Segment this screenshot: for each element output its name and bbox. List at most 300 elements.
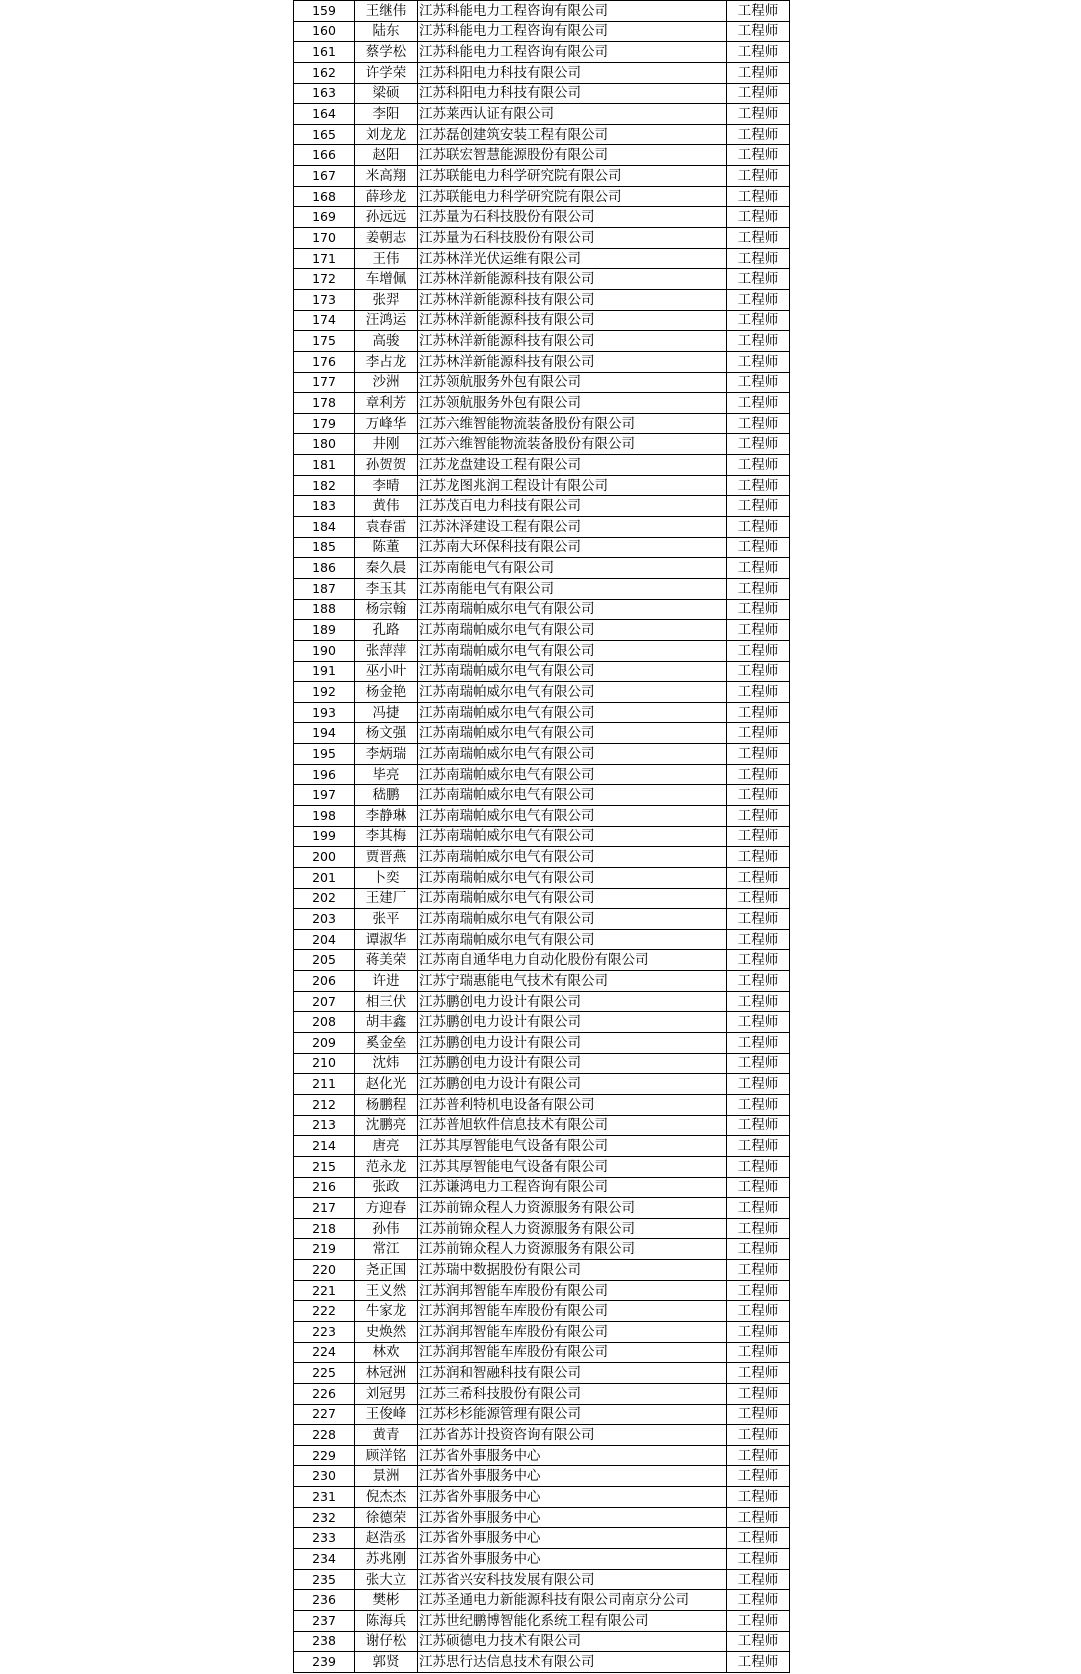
name-cell: 张大立 <box>355 1569 418 1590</box>
title-cell: 工程师 <box>727 517 790 538</box>
row-number-cell: 229 <box>294 1445 355 1466</box>
name-cell: 沈鹏亮 <box>355 1115 418 1136</box>
title-cell: 工程师 <box>727 1156 790 1177</box>
organization-cell: 江苏科阳电力科技有限公司 <box>418 62 727 83</box>
name-cell: 李炳瑞 <box>355 744 418 765</box>
row-number-cell: 213 <box>294 1115 355 1136</box>
title-cell: 工程师 <box>727 640 790 661</box>
row-number-cell: 235 <box>294 1569 355 1590</box>
title-cell: 工程师 <box>727 228 790 249</box>
organization-cell: 江苏南瑞帕威尔电气有限公司 <box>418 764 727 785</box>
organization-cell: 江苏润邦智能车库股份有限公司 <box>418 1301 727 1322</box>
organization-cell: 江苏南能电气有限公司 <box>418 558 727 579</box>
title-cell: 工程师 <box>727 1487 790 1508</box>
row-number-cell: 230 <box>294 1466 355 1487</box>
row-number-cell: 208 <box>294 1012 355 1033</box>
table-row <box>294 785 790 806</box>
title-cell: 工程师 <box>727 1239 790 1260</box>
table-row <box>294 1322 790 1343</box>
row-number-cell: 166 <box>294 145 355 166</box>
title-cell: 工程师 <box>727 1363 790 1384</box>
title-cell: 工程师 <box>727 166 790 187</box>
table-row <box>294 496 790 517</box>
table-row <box>294 991 790 1012</box>
organization-cell: 江苏科能电力工程咨询有限公司 <box>418 1 727 22</box>
table-row <box>294 145 790 166</box>
title-cell: 工程师 <box>727 310 790 331</box>
title-cell: 工程师 <box>727 991 790 1012</box>
title-cell: 工程师 <box>727 702 790 723</box>
table-row <box>294 1218 790 1239</box>
name-cell: 景洲 <box>355 1466 418 1487</box>
title-cell: 工程师 <box>727 1322 790 1343</box>
title-cell: 工程师 <box>727 104 790 125</box>
name-cell: 尧正国 <box>355 1260 418 1281</box>
organization-cell: 江苏林洋新能源科技有限公司 <box>418 331 727 352</box>
title-cell: 工程师 <box>727 826 790 847</box>
name-cell: 杨金艳 <box>355 682 418 703</box>
organization-cell: 江苏南瑞帕威尔电气有限公司 <box>418 640 727 661</box>
name-cell: 倪杰杰 <box>355 1487 418 1508</box>
table-row <box>294 1301 790 1322</box>
title-cell: 工程师 <box>727 1610 790 1631</box>
title-cell: 工程师 <box>727 1301 790 1322</box>
table-row <box>294 558 790 579</box>
table-row <box>294 950 790 971</box>
organization-cell: 江苏润邦智能车库股份有限公司 <box>418 1322 727 1343</box>
organization-cell: 江苏林洋新能源科技有限公司 <box>418 351 727 372</box>
title-cell: 工程师 <box>727 21 790 42</box>
table-row <box>294 1528 790 1549</box>
table-row <box>294 640 790 661</box>
organization-cell: 江苏南瑞帕威尔电气有限公司 <box>418 661 727 682</box>
title-cell: 工程师 <box>727 413 790 434</box>
name-cell: 郭贤 <box>355 1652 418 1673</box>
title-cell: 工程师 <box>727 496 790 517</box>
table-row <box>294 124 790 145</box>
title-cell: 工程师 <box>727 1383 790 1404</box>
row-number-cell: 172 <box>294 269 355 290</box>
row-number-cell: 189 <box>294 620 355 641</box>
organization-cell: 江苏南瑞帕威尔电气有限公司 <box>418 723 727 744</box>
name-cell: 章利芳 <box>355 393 418 414</box>
row-number-cell: 201 <box>294 867 355 888</box>
name-cell: 冯捷 <box>355 702 418 723</box>
row-number-cell: 199 <box>294 826 355 847</box>
title-cell: 工程师 <box>727 1 790 22</box>
organization-cell: 江苏南瑞帕威尔电气有限公司 <box>418 826 727 847</box>
title-cell: 工程师 <box>727 351 790 372</box>
row-number-cell: 221 <box>294 1280 355 1301</box>
table-row <box>294 1198 790 1219</box>
organization-cell: 江苏联能电力科学研究院有限公司 <box>418 186 727 207</box>
name-cell: 杨文强 <box>355 723 418 744</box>
name-cell: 王伟 <box>355 248 418 269</box>
organization-cell: 江苏普旭软件信息技术有限公司 <box>418 1115 727 1136</box>
row-number-cell: 228 <box>294 1425 355 1446</box>
organization-cell: 江苏思行达信息技术有限公司 <box>418 1652 727 1673</box>
row-number-cell: 176 <box>294 351 355 372</box>
row-number-cell: 163 <box>294 83 355 104</box>
title-cell: 工程师 <box>727 83 790 104</box>
row-number-cell: 214 <box>294 1136 355 1157</box>
name-cell: 陆东 <box>355 21 418 42</box>
row-number-cell: 186 <box>294 558 355 579</box>
row-number-cell: 207 <box>294 991 355 1012</box>
table-row <box>294 661 790 682</box>
row-number-cell: 183 <box>294 496 355 517</box>
name-cell: 李占龙 <box>355 351 418 372</box>
row-number-cell: 226 <box>294 1383 355 1404</box>
name-cell: 王义然 <box>355 1280 418 1301</box>
title-cell: 工程师 <box>727 1198 790 1219</box>
organization-cell: 江苏圣通电力新能源科技有限公司南京分公司 <box>418 1590 727 1611</box>
organization-cell: 江苏前锦众程人力资源服务有限公司 <box>418 1239 727 1260</box>
title-cell: 工程师 <box>727 455 790 476</box>
title-cell: 工程师 <box>727 909 790 930</box>
table-row <box>294 269 790 290</box>
table-row <box>294 1 790 22</box>
name-cell: 林冠洲 <box>355 1363 418 1384</box>
row-number-cell: 160 <box>294 21 355 42</box>
row-number-cell: 236 <box>294 1590 355 1611</box>
table-row <box>294 867 790 888</box>
table-row <box>294 929 790 950</box>
row-number-cell: 225 <box>294 1363 355 1384</box>
name-cell: 顾洋铭 <box>355 1445 418 1466</box>
organization-cell: 江苏鹏创电力设计有限公司 <box>418 1074 727 1095</box>
table-row <box>294 1569 790 1590</box>
organization-cell: 江苏其厚智能电气设备有限公司 <box>418 1156 727 1177</box>
title-cell: 工程师 <box>727 1074 790 1095</box>
row-number-cell: 239 <box>294 1652 355 1673</box>
table-row <box>294 1425 790 1446</box>
title-cell: 工程师 <box>727 929 790 950</box>
table-row <box>294 1487 790 1508</box>
table-row <box>294 413 790 434</box>
table-row <box>294 1363 790 1384</box>
table-row <box>294 289 790 310</box>
title-cell: 工程师 <box>727 682 790 703</box>
title-cell: 工程师 <box>727 1136 790 1157</box>
row-number-cell: 215 <box>294 1156 355 1177</box>
name-cell: 杨鹏程 <box>355 1094 418 1115</box>
organization-cell: 江苏南自通华电力自动化股份有限公司 <box>418 950 727 971</box>
table-row <box>294 351 790 372</box>
name-cell: 陈海兵 <box>355 1610 418 1631</box>
organization-cell: 江苏南能电气有限公司 <box>418 578 727 599</box>
table-row <box>294 393 790 414</box>
name-cell: 陈董 <box>355 537 418 558</box>
name-cell: 嵇鹏 <box>355 785 418 806</box>
title-cell: 工程师 <box>727 434 790 455</box>
table-row <box>294 1445 790 1466</box>
organization-cell: 江苏量为石科技股份有限公司 <box>418 228 727 249</box>
title-cell: 工程师 <box>727 1260 790 1281</box>
title-cell: 工程师 <box>727 186 790 207</box>
table-row <box>294 21 790 42</box>
row-number-cell: 205 <box>294 950 355 971</box>
row-number-cell: 184 <box>294 517 355 538</box>
title-cell: 工程师 <box>727 62 790 83</box>
title-cell: 工程师 <box>727 744 790 765</box>
table-row <box>294 1610 790 1631</box>
title-cell: 工程师 <box>727 1507 790 1528</box>
table-row <box>294 228 790 249</box>
table-row <box>294 1033 790 1054</box>
organization-cell: 江苏省外事服务中心 <box>418 1549 727 1570</box>
table-row <box>294 104 790 125</box>
title-cell: 工程师 <box>727 661 790 682</box>
table-row <box>294 1342 790 1363</box>
organization-cell: 江苏茂百电力科技有限公司 <box>418 496 727 517</box>
name-cell: 蒋美荣 <box>355 950 418 971</box>
name-cell: 高骏 <box>355 331 418 352</box>
name-cell: 黄伟 <box>355 496 418 517</box>
row-number-cell: 202 <box>294 888 355 909</box>
table-row <box>294 1383 790 1404</box>
table-row <box>294 372 790 393</box>
table-row <box>294 186 790 207</box>
title-cell: 工程师 <box>727 1466 790 1487</box>
table-row <box>294 847 790 868</box>
organization-cell: 江苏宁瑞惠能电气技术有限公司 <box>418 971 727 992</box>
row-number-cell: 161 <box>294 42 355 63</box>
organization-cell: 江苏南瑞帕威尔电气有限公司 <box>418 744 727 765</box>
roster-table <box>293 0 790 1673</box>
organization-cell: 江苏龙图兆润工程设计有限公司 <box>418 475 727 496</box>
row-number-cell: 159 <box>294 1 355 22</box>
name-cell: 史焕然 <box>355 1322 418 1343</box>
organization-cell: 江苏润邦智能车库股份有限公司 <box>418 1342 727 1363</box>
table-row <box>294 331 790 352</box>
organization-cell: 江苏六维智能物流装备股份有限公司 <box>418 434 727 455</box>
organization-cell: 江苏六维智能物流装备股份有限公司 <box>418 413 727 434</box>
title-cell: 工程师 <box>727 248 790 269</box>
title-cell: 工程师 <box>727 1094 790 1115</box>
title-cell: 工程师 <box>727 558 790 579</box>
table-row <box>294 310 790 331</box>
organization-cell: 江苏省苏计投资咨询有限公司 <box>418 1425 727 1446</box>
name-cell: 张羿 <box>355 289 418 310</box>
table-row <box>294 744 790 765</box>
name-cell: 唐亮 <box>355 1136 418 1157</box>
table-row <box>294 1115 790 1136</box>
row-number-cell: 182 <box>294 475 355 496</box>
row-number-cell: 179 <box>294 413 355 434</box>
title-cell: 工程师 <box>727 867 790 888</box>
table-row <box>294 1156 790 1177</box>
row-number-cell: 174 <box>294 310 355 331</box>
title-cell: 工程师 <box>727 1280 790 1301</box>
organization-cell: 江苏量为石科技股份有限公司 <box>418 207 727 228</box>
table-row <box>294 1631 790 1652</box>
table-row <box>294 909 790 930</box>
name-cell: 汪鸿运 <box>355 310 418 331</box>
table-row <box>294 805 790 826</box>
name-cell: 孔路 <box>355 620 418 641</box>
name-cell: 张萍萍 <box>355 640 418 661</box>
organization-cell: 江苏省外事服务中心 <box>418 1466 727 1487</box>
organization-cell: 江苏南瑞帕威尔电气有限公司 <box>418 805 727 826</box>
organization-cell: 江苏鹏创电力设计有限公司 <box>418 1053 727 1074</box>
name-cell: 沈炜 <box>355 1053 418 1074</box>
name-cell: 巫小叶 <box>355 661 418 682</box>
title-cell: 工程师 <box>727 971 790 992</box>
row-number-cell: 162 <box>294 62 355 83</box>
table-row <box>294 682 790 703</box>
row-number-cell: 227 <box>294 1404 355 1425</box>
roster-body <box>294 1 790 1673</box>
organization-cell: 江苏南瑞帕威尔电气有限公司 <box>418 620 727 641</box>
row-number-cell: 177 <box>294 372 355 393</box>
organization-cell: 江苏南瑞帕威尔电气有限公司 <box>418 599 727 620</box>
row-number-cell: 206 <box>294 971 355 992</box>
table-row <box>294 248 790 269</box>
organization-cell: 江苏南瑞帕威尔电气有限公司 <box>418 785 727 806</box>
organization-cell: 江苏省外事服务中心 <box>418 1528 727 1549</box>
organization-cell: 江苏省外事服务中心 <box>418 1507 727 1528</box>
organization-cell: 江苏南大环保科技有限公司 <box>418 537 727 558</box>
table-row <box>294 475 790 496</box>
table-row <box>294 62 790 83</box>
organization-cell: 江苏林洋新能源科技有限公司 <box>418 269 727 290</box>
table-row <box>294 455 790 476</box>
table-row <box>294 42 790 63</box>
row-number-cell: 203 <box>294 909 355 930</box>
organization-cell: 江苏谦鸿电力工程咨询有限公司 <box>418 1177 727 1198</box>
title-cell: 工程师 <box>727 42 790 63</box>
organization-cell: 江苏南瑞帕威尔电气有限公司 <box>418 888 727 909</box>
table-row <box>294 599 790 620</box>
row-number-cell: 224 <box>294 1342 355 1363</box>
row-number-cell: 212 <box>294 1094 355 1115</box>
organization-cell: 江苏南瑞帕威尔电气有限公司 <box>418 929 727 950</box>
title-cell: 工程师 <box>727 847 790 868</box>
row-number-cell: 209 <box>294 1033 355 1054</box>
row-number-cell: 194 <box>294 723 355 744</box>
row-number-cell: 173 <box>294 289 355 310</box>
row-number-cell: 187 <box>294 578 355 599</box>
organization-cell: 江苏联能电力科学研究院有限公司 <box>418 166 727 187</box>
organization-cell: 江苏联宏智慧能源股份有限公司 <box>418 145 727 166</box>
title-cell: 工程师 <box>727 372 790 393</box>
title-cell: 工程师 <box>727 1549 790 1570</box>
row-number-cell: 204 <box>294 929 355 950</box>
title-cell: 工程师 <box>727 1590 790 1611</box>
row-number-cell: 211 <box>294 1074 355 1095</box>
organization-cell: 江苏南瑞帕威尔电气有限公司 <box>418 702 727 723</box>
table-row <box>294 1507 790 1528</box>
row-number-cell: 168 <box>294 186 355 207</box>
table-row <box>294 971 790 992</box>
title-cell: 工程师 <box>727 1569 790 1590</box>
title-cell: 工程师 <box>727 888 790 909</box>
name-cell: 李阳 <box>355 104 418 125</box>
name-cell: 相三伏 <box>355 991 418 1012</box>
row-number-cell: 232 <box>294 1507 355 1528</box>
name-cell: 万峰华 <box>355 413 418 434</box>
name-cell: 常江 <box>355 1239 418 1260</box>
organization-cell: 江苏瑞中数据股份有限公司 <box>418 1260 727 1281</box>
table-row <box>294 434 790 455</box>
row-number-cell: 188 <box>294 599 355 620</box>
name-cell: 张政 <box>355 1177 418 1198</box>
organization-cell: 江苏世纪鹏博智能化系统工程有限公司 <box>418 1610 727 1631</box>
row-number-cell: 181 <box>294 455 355 476</box>
row-number-cell: 167 <box>294 166 355 187</box>
name-cell: 井刚 <box>355 434 418 455</box>
organization-cell: 江苏磊创建筑安装工程有限公司 <box>418 124 727 145</box>
row-number-cell: 170 <box>294 228 355 249</box>
organization-cell: 江苏林洋光伏运维有限公司 <box>418 248 727 269</box>
table-row <box>294 166 790 187</box>
table-row <box>294 1590 790 1611</box>
table-row <box>294 1094 790 1115</box>
table-row <box>294 620 790 641</box>
row-number-cell: 175 <box>294 331 355 352</box>
name-cell: 徐德荣 <box>355 1507 418 1528</box>
name-cell: 梁硕 <box>355 83 418 104</box>
name-cell: 李晴 <box>355 475 418 496</box>
organization-cell: 江苏鹏创电力设计有限公司 <box>418 1012 727 1033</box>
table-row <box>294 702 790 723</box>
title-cell: 工程师 <box>727 723 790 744</box>
name-cell: 秦久晨 <box>355 558 418 579</box>
organization-cell: 江苏林洋新能源科技有限公司 <box>418 289 727 310</box>
title-cell: 工程师 <box>727 1033 790 1054</box>
row-number-cell: 238 <box>294 1631 355 1652</box>
title-cell: 工程师 <box>727 1053 790 1074</box>
name-cell: 赵化光 <box>355 1074 418 1095</box>
organization-cell: 江苏南瑞帕威尔电气有限公司 <box>418 682 727 703</box>
name-cell: 孙伟 <box>355 1218 418 1239</box>
row-number-cell: 234 <box>294 1549 355 1570</box>
organization-cell: 江苏南瑞帕威尔电气有限公司 <box>418 909 727 930</box>
table-row <box>294 764 790 785</box>
row-number-cell: 210 <box>294 1053 355 1074</box>
title-cell: 工程师 <box>727 1528 790 1549</box>
table-row <box>294 1466 790 1487</box>
organization-cell: 江苏润邦智能车库股份有限公司 <box>418 1280 727 1301</box>
row-number-cell: 237 <box>294 1610 355 1631</box>
title-cell: 工程师 <box>727 331 790 352</box>
row-number-cell: 216 <box>294 1177 355 1198</box>
table-row <box>294 207 790 228</box>
organization-cell: 江苏杉杉能源管理有限公司 <box>418 1404 727 1425</box>
table-row <box>294 1053 790 1074</box>
organization-cell: 江苏林洋新能源科技有限公司 <box>418 310 727 331</box>
organization-cell: 江苏沐泽建设工程有限公司 <box>418 517 727 538</box>
name-cell: 牛家龙 <box>355 1301 418 1322</box>
row-number-cell: 185 <box>294 537 355 558</box>
name-cell: 王继伟 <box>355 1 418 22</box>
organization-cell: 江苏莱西认证有限公司 <box>418 104 727 125</box>
name-cell: 苏兆刚 <box>355 1549 418 1570</box>
organization-cell: 江苏前锦众程人力资源服务有限公司 <box>418 1218 727 1239</box>
row-number-cell: 200 <box>294 847 355 868</box>
name-cell: 樊彬 <box>355 1590 418 1611</box>
table-row <box>294 723 790 744</box>
table-row <box>294 537 790 558</box>
organization-cell: 江苏三希科技股份有限公司 <box>418 1383 727 1404</box>
row-number-cell: 171 <box>294 248 355 269</box>
name-cell: 方迎春 <box>355 1198 418 1219</box>
organization-cell: 江苏省兴安科技发展有限公司 <box>418 1569 727 1590</box>
title-cell: 工程师 <box>727 393 790 414</box>
table-row <box>294 888 790 909</box>
row-number-cell: 180 <box>294 434 355 455</box>
